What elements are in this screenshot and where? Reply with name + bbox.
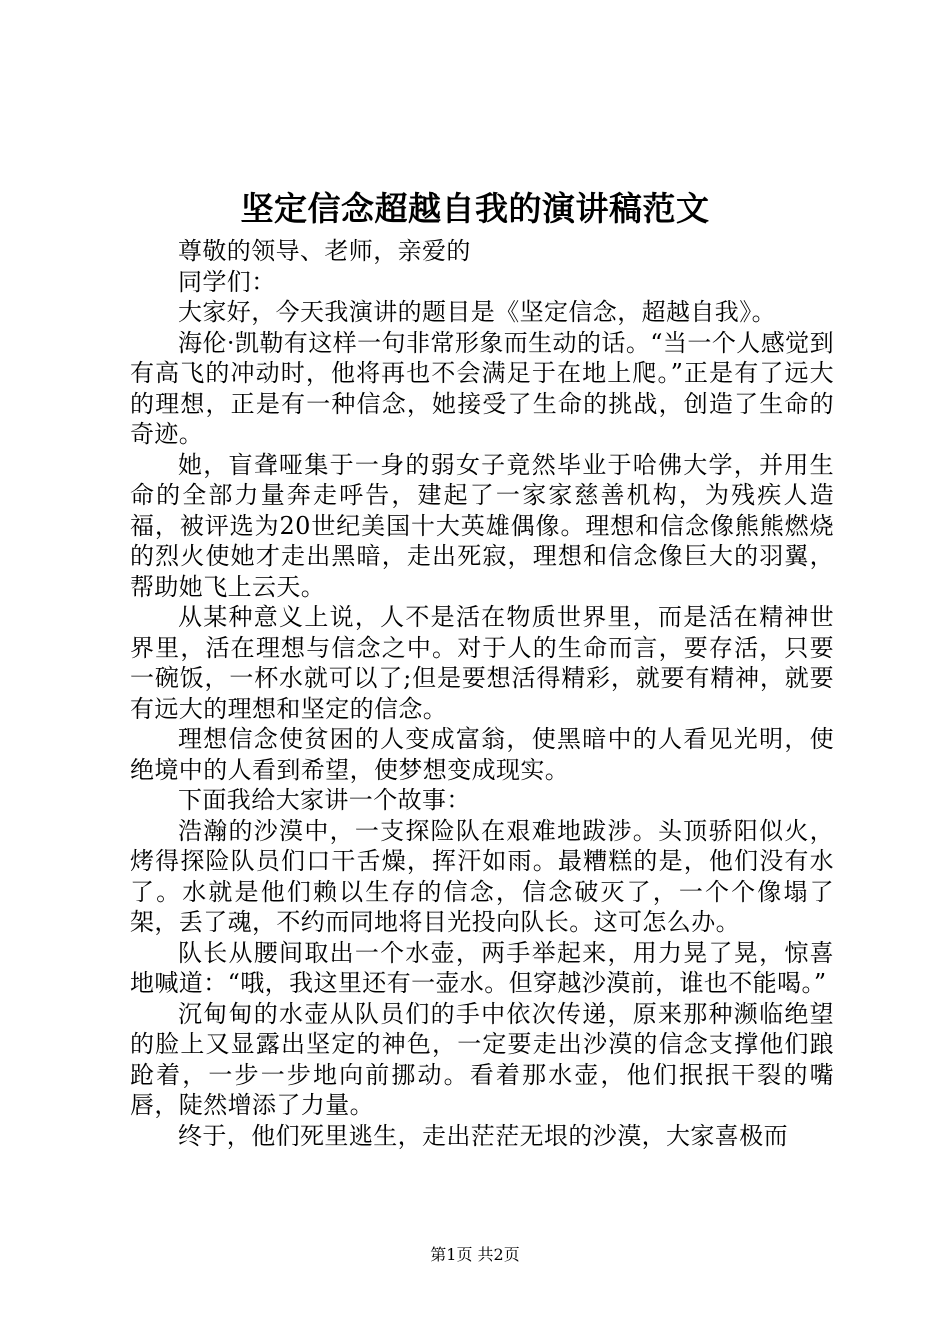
- paragraph-helen-keller-quote: 海伦·凯勒有这样一句非常形象而生动的话。“当一个人感觉到有高飞的冲动时，他将再也不会满足于在地上爬。”正是有了远大的理想，正是有一种信念，她接受了生命的挑战，创造了生命的奇迹。: [130, 328, 834, 448]
- paragraph-greeting: 大家好，今天我演讲的题目是《坚定信念，超越自我》。: [178, 298, 776, 326]
- paragraph-salutation-cont: 同学们：: [178, 267, 276, 296]
- paragraph-salutation: 尊敬的领导、老师，亲爱的: [178, 237, 471, 265]
- document-title: 坚定信念超越自我的演讲稿范文: [240, 189, 710, 228]
- paragraph-passing-kettle: 沉甸甸的水壶从队员们的手中依次传递，原来那种濒临绝望的脸上又显露出坚定的神色，一定要走出沙漠的信念支撑他们踉跄着，一步一步地向前挪动。看着那水壶，他们抿抿干裂的嘴唇，陡然增添了力量。: [130, 999, 834, 1119]
- paragraph-spiritual-world: 从某种意义上说，人不是活在物质世界里，而是活在精神世界里，活在理想与信念之中。对于人的生命而言，要存活，只要一碗饭，一杯水就可以了;但是要想活得精彩，就要有精神，就要有远大的理想和坚定的信念。: [130, 603, 834, 723]
- paragraph-belief-power: 理想信念使贫困的人变成富翁，使黑暗中的人看见光明，使绝境中的人看到希望，使梦想变成现实。: [130, 725, 834, 784]
- paragraph-helen-keller-story: 她，盲聋哑集于一身的弱女子竟然毕业于哈佛大学，并用生命的全部力量奔走呼告，建起了一家家慈善机构，为残疾人造福，被评选为20世纪美国十大英雄偶像。理想和信念像熊熊燃烧的烈火使她才走出黑暗，走出死寂，理想和信念像巨大的羽翼，帮助她飞上云天。: [130, 450, 834, 601]
- paragraph-captain-water: 队长从腰间取出一个水壶，两手举起来，用力晃了晃，惊喜地喊道：“哦，我这里还有一壶水。但穿越沙漠前，谁也不能喝。”: [130, 938, 834, 997]
- document-body: [130, 236, 834, 1151]
- paragraph-desert-expedition: 浩瀚的沙漠中，一支探险队在艰难地跋涉。头顶骄阳似火，烤得探险队员们口干舌燥，挥汗如雨。最糟糕的是，他们没有水了。水就是他们赖以生存的信念，信念破灭了，一个个像塌了架，丢了魂，不约而同地将目光投向队长。这可怎么办。: [130, 816, 834, 936]
- page-footer: 第1页 共2页: [430, 1245, 520, 1264]
- paragraph-escape: 终于，他们死里逃生，走出茫茫无垠的沙漠，大家喜极而: [178, 1121, 788, 1150]
- paragraph-story-intro: 下面我给大家讲一个故事：: [178, 786, 471, 814]
